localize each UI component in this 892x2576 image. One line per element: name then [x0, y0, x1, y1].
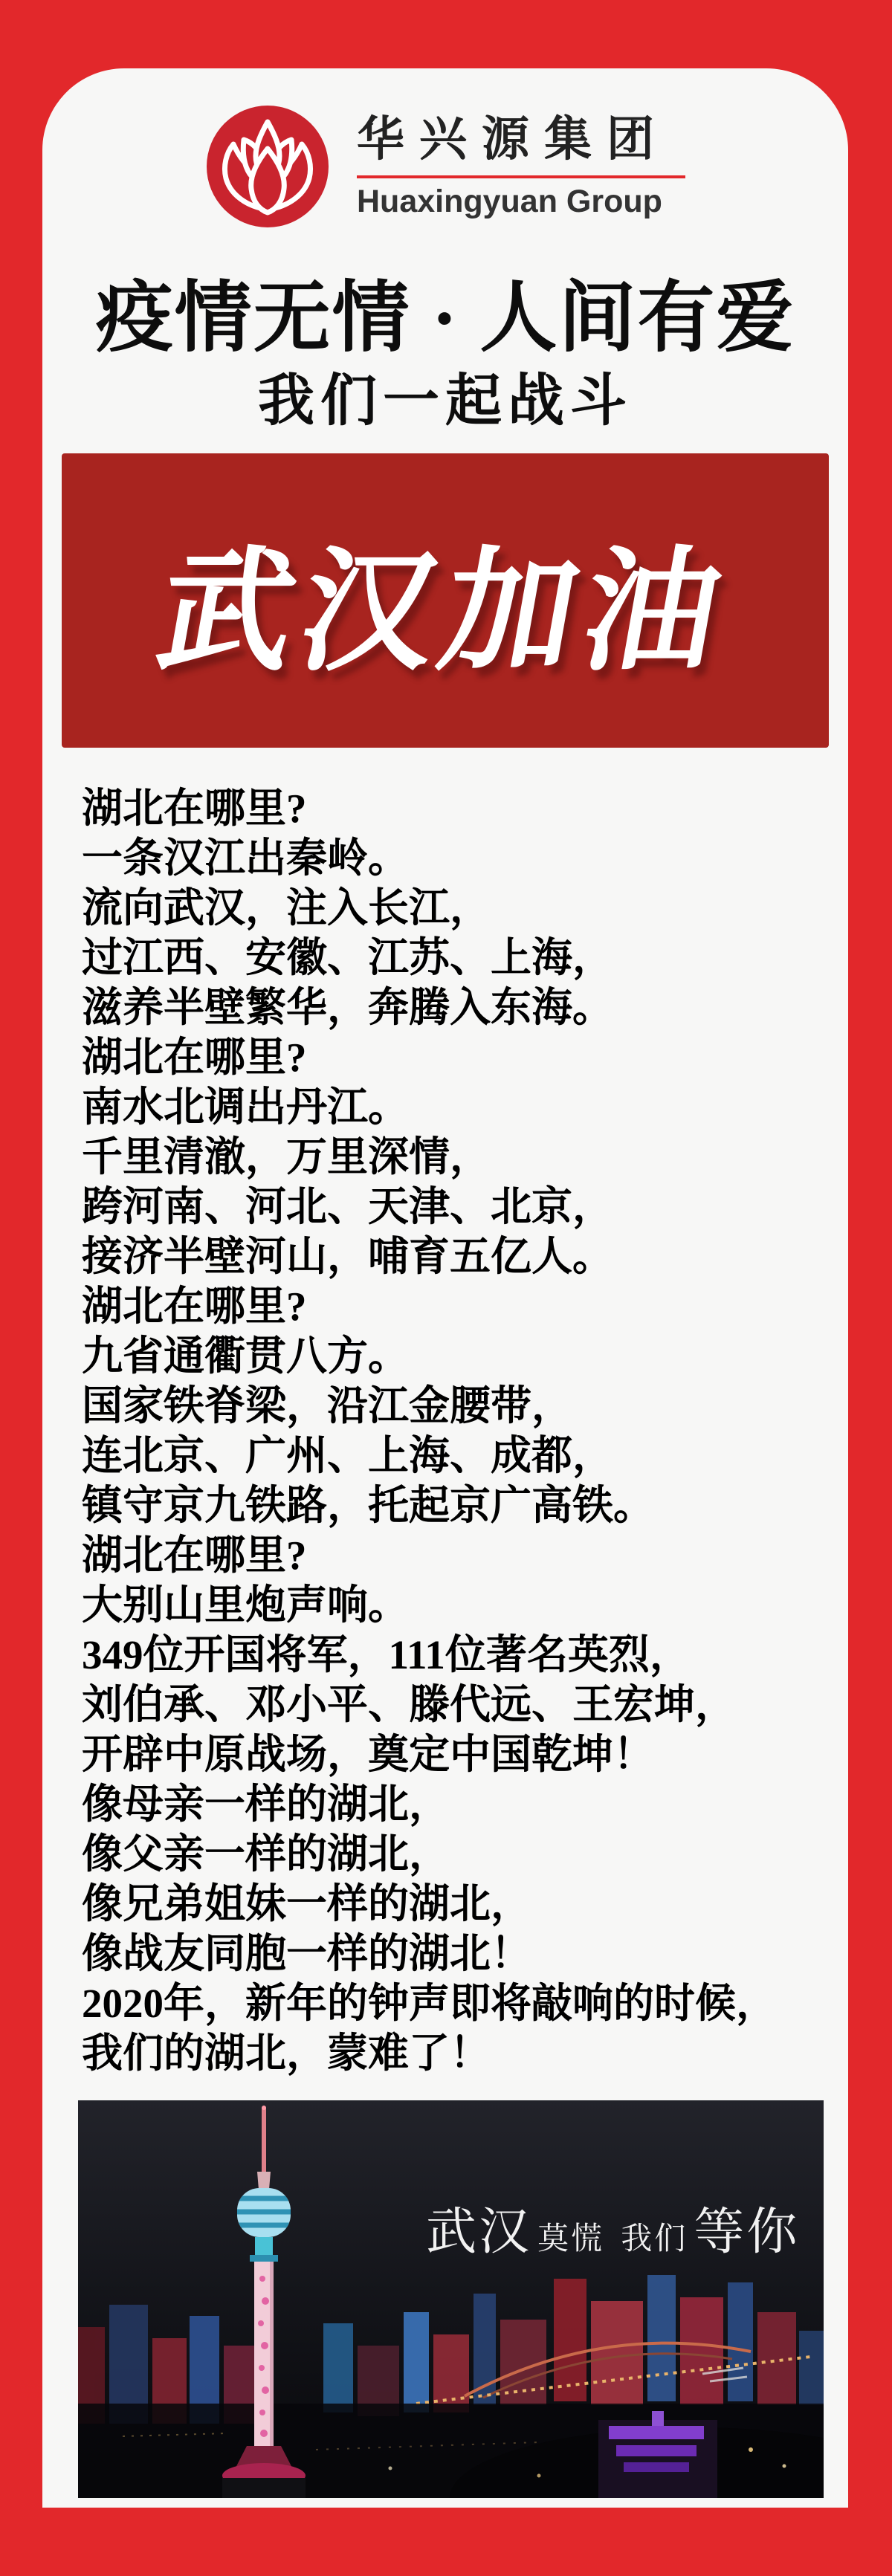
page-title: 疫情无情 · 人间有爱 — [95, 276, 795, 361]
wuhan-jiayou-banner — [62, 453, 829, 748]
poem-line: 大别山里炮声响。 — [82, 1582, 410, 1628]
poem-line: 湖北在哪里? — [82, 785, 307, 831]
overlay-women: 我们 — [621, 2219, 688, 2256]
company-name-en: Huaxingyuan Group — [357, 183, 662, 219]
poem-line: 镇守京九铁路，托起京广高铁。 — [82, 1482, 655, 1528]
poem-line: 湖北在哪里? — [82, 1283, 307, 1329]
logo-header — [42, 68, 848, 229]
poem-line: 刘伯承、邓小平、滕代远、王宏坤， — [82, 1681, 737, 1727]
poem-line: 开辟中原战场，奠定中国乾坤！ — [82, 1731, 655, 1777]
overlay-wuhan: 武汉 — [426, 2202, 532, 2262]
poem-line: 2020年，新年的钟声即将敲响的时候， — [82, 1980, 778, 2026]
poem-line: 滋养半壁繁华，奔腾入东海。 — [82, 984, 614, 1030]
poem-line: 像兄弟姐妹一样的湖北， — [82, 1880, 532, 1926]
poem-line: 接济半壁河山，哺育五亿人。 — [82, 1233, 614, 1279]
article-panel — [42, 68, 848, 2508]
poem-line: 湖北在哪里? — [82, 1034, 307, 1080]
poem-line: 349位开国将军，111位著名英烈， — [82, 1631, 691, 1677]
poem-line: 过江西、安徽、江苏、上海， — [82, 934, 614, 980]
banner-slogan: 武汉加油 — [146, 534, 740, 690]
poem-line: 跨河南、河北、天津、北京， — [82, 1183, 614, 1229]
lotus-icon — [205, 104, 330, 229]
poem-line: 流向武汉，注入长江， — [82, 884, 491, 931]
poem-line: 像母亲一样的湖北， — [82, 1781, 450, 1827]
poem — [42, 783, 848, 2078]
purple-pavilion — [598, 2411, 717, 2498]
overlay-mohuang: 莫慌 — [537, 2219, 605, 2256]
overlay-dengni: 等你 — [694, 2202, 800, 2262]
poem-line: 像战友同胞一样的湖北！ — [82, 1930, 532, 1976]
page-subtitle: 我们一起战斗 — [258, 370, 633, 433]
poem-line: 一条汉江出秦岭。 — [82, 835, 410, 881]
poem-line: 连北京、广州、上海、成都， — [82, 1432, 614, 1478]
company-name-cn: 华兴源集团 — [357, 113, 669, 166]
poem-line: 九省通衢贯八方。 — [82, 1333, 410, 1379]
poem-line: 南水北调出丹江。 — [82, 1084, 410, 1130]
wuhan-night-photo — [78, 2100, 824, 2498]
logo-text-block — [357, 114, 685, 219]
poem-line: 湖北在哪里? — [82, 1532, 307, 1578]
poem-line: 国家铁脊梁，沿江金腰带， — [82, 1382, 573, 1428]
poem-line: 我们的湖北，蒙难了！ — [82, 2030, 491, 2076]
poem-line: 千里清澈，万里深情， — [82, 1133, 491, 1179]
poem-line: 像父亲一样的湖北， — [82, 1831, 450, 1877]
logo-divider — [357, 175, 685, 178]
